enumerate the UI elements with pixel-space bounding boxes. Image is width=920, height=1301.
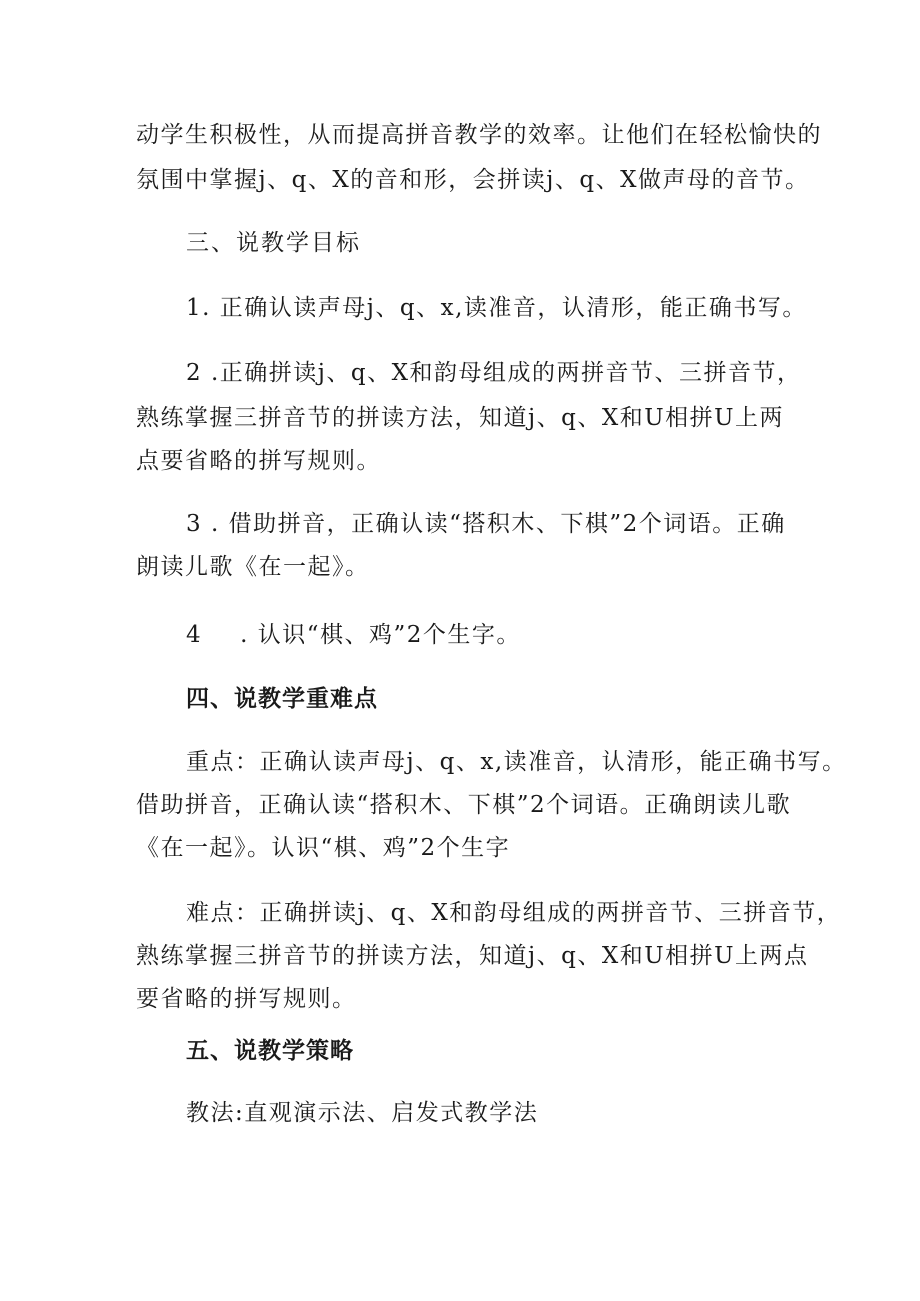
intro-line-2: 氛围中掌握j、q、X的音和形，会拼读j、q、X做声母的音节。: [136, 167, 810, 193]
intro-line-1: 动学生积极性，从而提高拼音教学的效率。让他们在轻松愉快的: [136, 122, 822, 148]
goal-3-line-2: 朗读儿歌《在一起》。: [136, 554, 370, 580]
goal-1-line-1: 1. 正确认读声母j、q、x,读准音，认清形，能正确书写。: [186, 295, 807, 321]
key-points-line-1: 重点：正确认读声母j、q、x,读准音，认清形，能正确书写。: [186, 749, 847, 775]
goal-4-line: [186, 620, 521, 650]
goal-4-number: 4: [186, 622, 203, 648]
section-5-heading: 五、说教学策略: [186, 1038, 354, 1064]
key-points-line-3: 《在一起》。认识“棋、鸡”2个生字: [136, 835, 511, 861]
section-3-heading: 三、说教学目标: [186, 230, 361, 256]
key-points-line-2: 借助拼音，正确认读“搭积木、下棋”2个词语。正确朗读儿歌: [136, 792, 792, 818]
goal-3-line-1: 3 . 借助拼音，正确认读“搭积木、下棋”2个词语。正确: [186, 511, 786, 537]
difficulties-line-3: 要省略的拼写规则。: [136, 986, 357, 1012]
difficulties-line-2: 熟练掌握三拼音节的拼读方法，知道j、q、X和U相拼U上两点: [136, 943, 809, 969]
goal-4-text: . 认识“棋、鸡”2个生字。: [240, 622, 521, 648]
teaching-methods: 教法:直观演示法、启发式教学法: [186, 1100, 539, 1126]
goal-2-line-1: 2 .正确拼读j、q、X和韵母组成的两拼音节、三拼音节，: [186, 360, 802, 386]
section-4-heading: 四、说教学重难点: [186, 686, 378, 712]
goal-2-line-3: 点要省略的拼写规则。: [136, 448, 381, 474]
goal-2-line-2: 熟练掌握三拼音节的拼读方法，知道j、q、X和U相拼U上两: [136, 405, 784, 431]
difficulties-line-1: 难点：正确拼读j、q、X和韵母组成的两拼音节、三拼音节，: [186, 900, 842, 926]
